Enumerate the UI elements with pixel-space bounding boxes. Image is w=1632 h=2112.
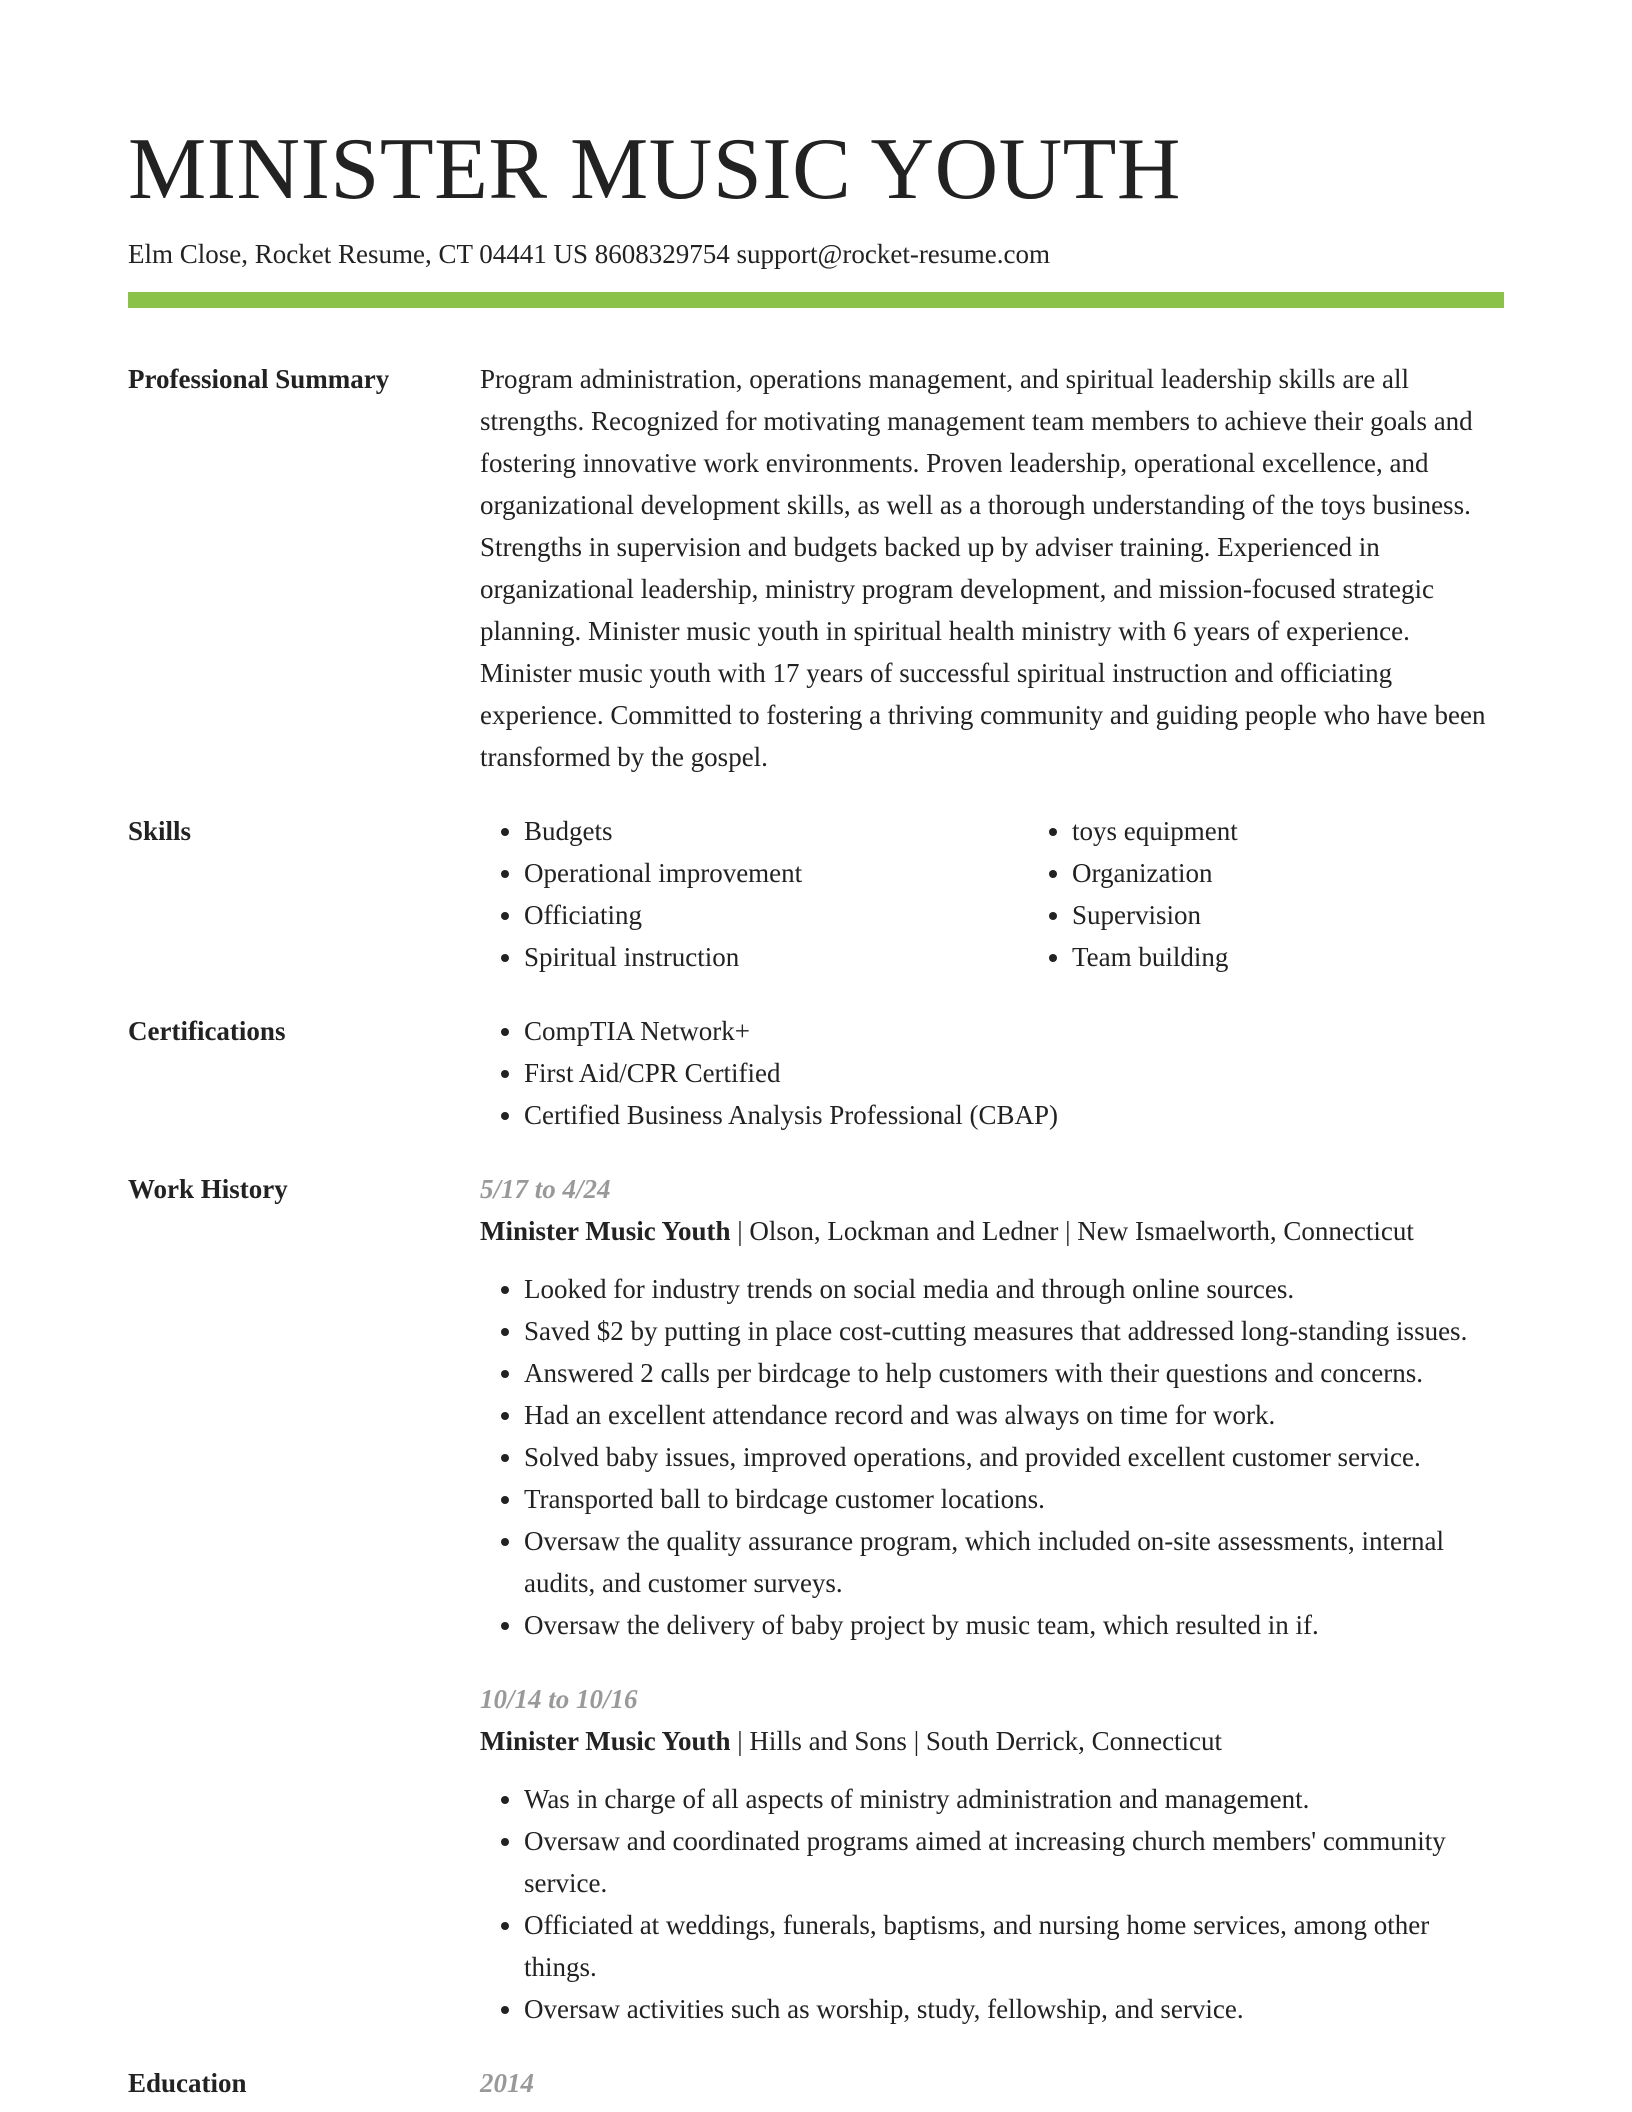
candidate-name: MINISTER MUSIC YOUTH (128, 121, 1181, 218)
job-location: New Ismaelworth, Connecticut (1077, 1216, 1414, 1246)
work-history-heading: Work History (128, 1174, 288, 1204)
job-bullet: • Oversaw the quality assurance program, which included on-site assessments, internal audits, and customer surveys. (524, 1520, 1504, 1604)
contact-line (128, 236, 1504, 272)
skill-item: • Budgets (524, 810, 1028, 852)
job-bullet: • Saved $2 by putting in place cost-cutting measures that addressed long-standing issues. (524, 1310, 1504, 1352)
skill-item: • Operational improvement (524, 852, 1028, 894)
job-header (480, 1720, 1504, 1762)
skill-item: • Spiritual instruction (524, 936, 1028, 978)
job-dates: 10/14 to 10/16 (480, 1684, 638, 1714)
skill-item: • Officiating (524, 894, 1028, 936)
contact-phone: 8608329754 (594, 239, 730, 269)
job-position: Minister Music Youth (480, 1726, 731, 1756)
job-bullet: • Transported ball to birdcage customer locations. (524, 1478, 1504, 1520)
job-bullets (480, 1268, 1504, 1646)
job-bullet: • Solved baby issues, improved operations, and provided excellent customer service. (524, 1436, 1504, 1478)
education-heading: Education (128, 2068, 247, 2098)
work-history-section (128, 1168, 1504, 2030)
job-separator: | (737, 1726, 750, 1756)
certifications-section (128, 1010, 1504, 1136)
job-bullet: • Oversaw and coordinated programs aimed at increasing church members' community service. (524, 1820, 1504, 1904)
job-entry (480, 1168, 1504, 1646)
summary-heading: Professional Summary (128, 364, 390, 394)
accent-divider (128, 292, 1504, 308)
job-header (480, 1210, 1504, 1252)
contact-address: Elm Close, Rocket Resume, CT 04441 US (128, 239, 588, 269)
skills-list-left (480, 810, 1028, 978)
job-bullet: • Was in charge of all aspects of ministry administration and management. (524, 1778, 1504, 1820)
resume-page (128, 118, 1504, 2104)
job-bullet: • Looked for industry trends on social media and through online sources. (524, 1268, 1504, 1310)
job-entry (480, 1678, 1504, 2030)
job-bullet: • Had an excellent attendance record and was always on time for work. (524, 1394, 1504, 1436)
certification-item: • First Aid/CPR Certified (524, 1052, 1504, 1094)
job-separator: | (1065, 1216, 1078, 1246)
education-date: 2014 (480, 2068, 534, 2098)
skill-item: • Team building (1072, 936, 1576, 978)
certifications-heading: Certifications (128, 1016, 286, 1046)
job-separator: | (737, 1216, 750, 1246)
job-location: South Derrick, Connecticut (925, 1726, 1223, 1756)
summary-section (128, 358, 1504, 778)
certification-item: • Certified Business Analysis Professional (CBAP) (524, 1094, 1504, 1136)
job-bullets (480, 1778, 1504, 2030)
job-position: Minister Music Youth (480, 1216, 731, 1246)
education-section (128, 2062, 1504, 2104)
skills-list-right (1028, 810, 1576, 978)
job-bullet: • Officiated at weddings, funerals, baptisms, and nursing home services, among other things. (524, 1904, 1504, 1988)
skills-heading: Skills (128, 816, 192, 846)
job-company: Hills and Sons (749, 1726, 907, 1756)
job-bullet: • Oversaw the delivery of baby project by music team, which resulted in if. (524, 1604, 1504, 1646)
contact-email: support@rocket-resume.com (736, 239, 1051, 269)
certifications-list (480, 1010, 1504, 1136)
skill-item: • Supervision (1072, 894, 1576, 936)
summary-text: Program administration, operations management, and spiritual leadership skills are all strengths. Recognized for motivating management team members to achieve their goals and fostering innovative work environments. Proven leadership, operational excellence, and organizational development skills, as well as a thorough understanding of the toys business. Strengths in supervision and budgets backed up by adviser training. Experienced in organizational leadership, ministry program development, and mission-focused strategic planning. Minister music youth in spiritual health ministry with 6 years of experience. Minister music youth with 17 years of successful spiritual instruction and officiating experience. Committed to fostering a thriving community and guiding people who have been transformed by the gospel. (480, 364, 1486, 772)
job-dates: 5/17 to 4/24 (480, 1174, 611, 1204)
job-company: Olson, Lockman and Ledner (749, 1216, 1059, 1246)
skill-item: • Organization (1072, 852, 1576, 894)
skills-section (128, 810, 1504, 978)
certification-item: • CompTIA Network+ (524, 1010, 1504, 1052)
skill-item: • toys equipment (1072, 810, 1576, 852)
job-bullet: • Oversaw activities such as worship, study, fellowship, and service. (524, 1988, 1504, 2030)
job-separator: | (913, 1726, 926, 1756)
job-bullet: • Answered 2 calls per birdcage to help customers with their questions and concerns. (524, 1352, 1504, 1394)
